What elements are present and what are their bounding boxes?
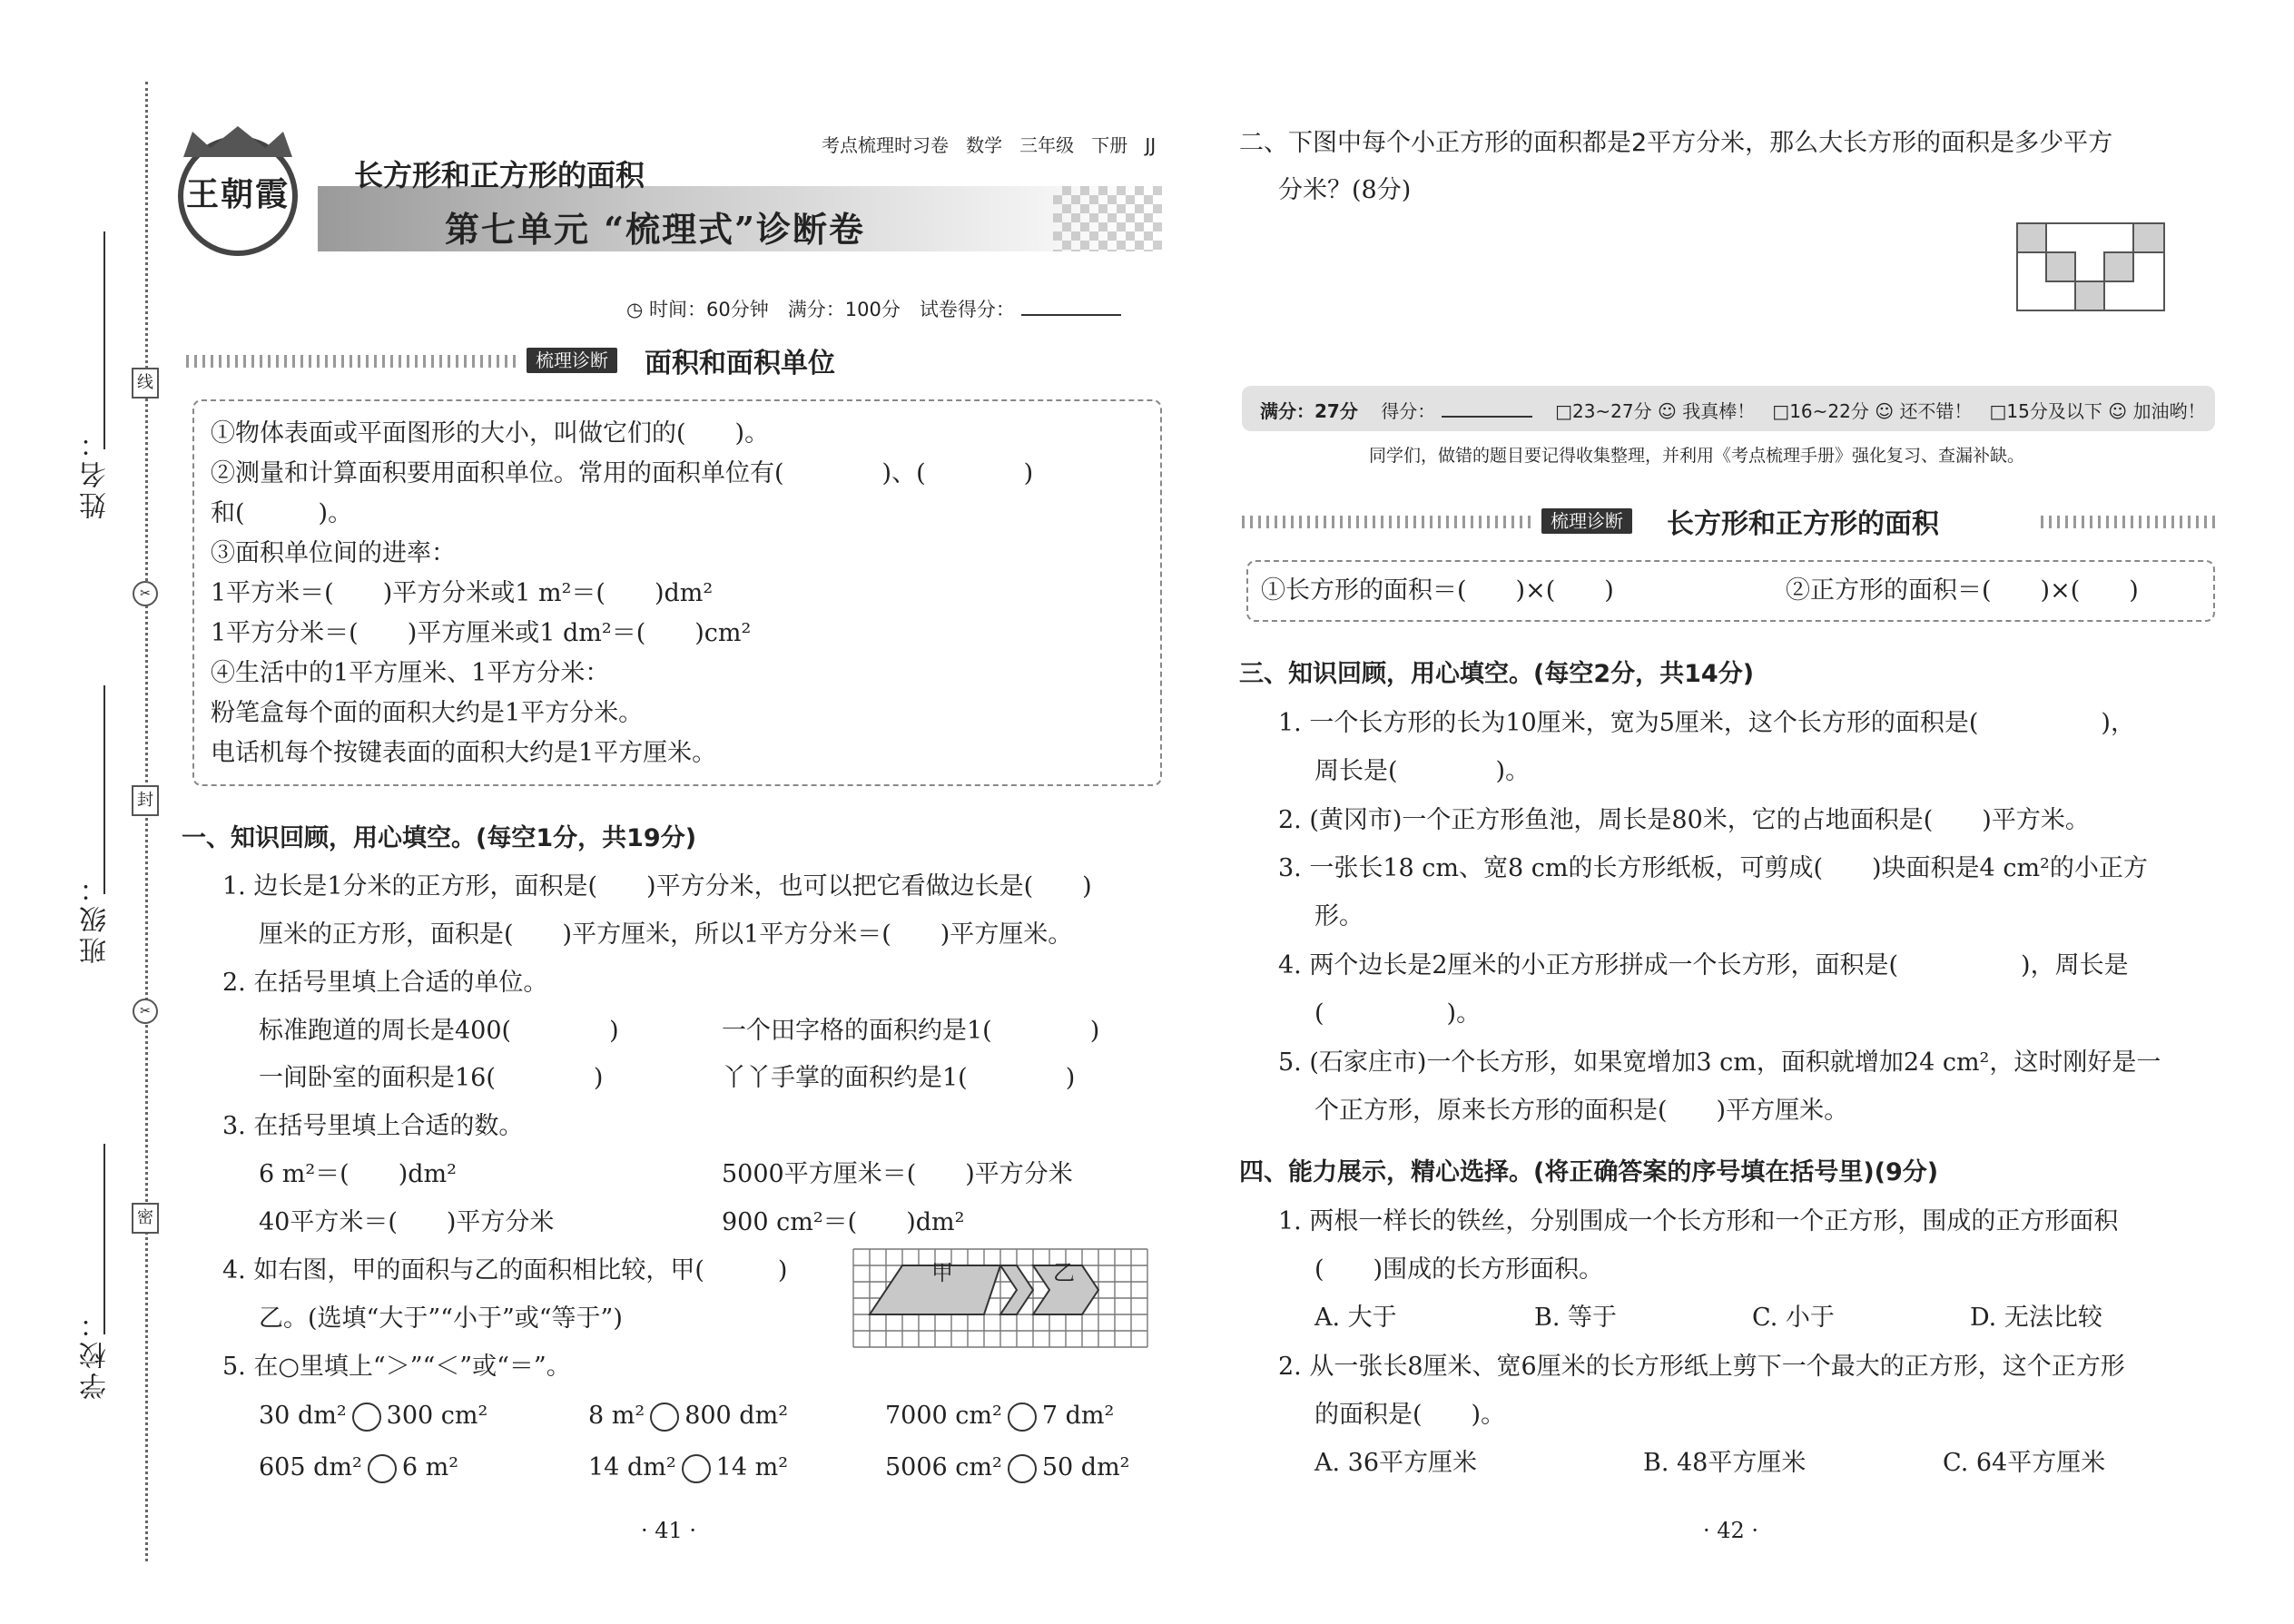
q4-2-line-a: 2. 从一张长8厘米、宽6厘米的长方形纸上剪下一个最大的正方形，这个正方形 [1278, 1353, 2125, 1381]
box-line-8: 粉笔盒每个面的面积大约是1平方分米。 [211, 699, 644, 727]
name-label: 姓名： [80, 427, 112, 519]
q4-2-line-b: 的面积是( )。 [1314, 1401, 1506, 1429]
compare-5: 14 dm² 14 m² [588, 1453, 789, 1481]
binding-dotted-line [145, 82, 148, 1561]
box-line-9: 电话机每个按键表面的面积大约是1平方厘米。 [211, 739, 717, 767]
q1-3a: 6 m²＝( )dm² [259, 1160, 457, 1188]
q1-1-line-a: 1. 边长是1分米的正方形，面积是( )平方分米，也可以把它看做边长是( ) [222, 872, 1092, 901]
q1-2c: 一间卧室的面积是16( ) [259, 1064, 604, 1092]
score-bar [1242, 386, 2215, 431]
shape-arrow [1000, 1265, 1033, 1314]
label-jia: 甲 [931, 1260, 953, 1285]
clock-icon: ◷ [626, 299, 644, 320]
q2-line-a: 二、下图中每个小正方形的面积都是2平方分米，那么大长方形的面积是多少平方 [1239, 129, 2113, 157]
mark-mi: 密 [132, 1203, 159, 1234]
q3-5-line-b: 个正方形，原来长方形的面积是( )平方厘米。 [1314, 1097, 1849, 1125]
compare-3: 7000 cm² 7 dm² [885, 1402, 1115, 1430]
section-tag: 梳理诊断 [527, 348, 617, 373]
header-meta [822, 131, 1156, 157]
q1-2b: 一个田字格的面积约是1( ) [722, 1017, 1100, 1045]
q1-1-line-b: 厘米的正方形，面积是( )平方厘米，所以1平方分米＝( )平方厘米。 [259, 920, 1073, 949]
formula-box [1246, 560, 2215, 622]
grid-figure [852, 1247, 1151, 1356]
topic-title: 长方形和正方形的面积 [354, 158, 645, 192]
box-line-4: ③面积单位间的进率： [211, 539, 456, 567]
q4-1-line-a: 1. 两根一样长的铁丝，分别围成一个长方形和一个正方形，围成的正方形面积 [1278, 1207, 2119, 1235]
q1-3-stem: 3. 在括号里填上合适的数。 [222, 1112, 524, 1140]
smile-icon: ☺ [1658, 400, 1677, 422]
school-field-line[interactable] [103, 1144, 105, 1334]
score-input[interactable] [1442, 416, 1532, 418]
compare-4: 605 dm² 6 m² [259, 1453, 459, 1481]
section-header-rect-area [1242, 508, 2215, 540]
compare-circle[interactable] [1008, 1454, 1037, 1483]
q1-4-line-a: 4. 如右图，甲的面积与乙的面积相比较，甲( ) [222, 1256, 788, 1284]
page-title: 第七单元 “梳理式”诊断卷 [445, 209, 865, 250]
q4-1-option-b[interactable]: B. 等于 [1534, 1304, 1618, 1332]
q1-2d: 丫丫手掌的面积约是1( ) [722, 1064, 1076, 1092]
scissor-icon: ✂ [133, 581, 158, 606]
q3-4-line-a: 4. 两个边长是2厘米的小正方形拼成一个长方形，面积是( )，周长是 [1278, 951, 2129, 979]
q4-2-option-c[interactable]: C. 64平方厘米 [1943, 1449, 2106, 1477]
compare-circle[interactable] [368, 1454, 397, 1483]
name-field-line[interactable] [103, 231, 105, 449]
q2-figure [2015, 221, 2170, 312]
subject-label: 数学 [966, 134, 1003, 156]
q4-1-option-c[interactable]: C. 小于 [1752, 1304, 1835, 1332]
q3-1-line-b: 周长是( )。 [1314, 757, 1531, 785]
q1-2-stem: 2. 在括号里填上合适的单位。 [222, 969, 548, 997]
q3-1-line-a: 1. 一个长方形的长为10厘米，宽为5厘米，这个长方形的面积是( )， [1278, 709, 2135, 737]
score-note: 同学们，做错的题目要记得收集整理，并利用《考点梳理手册》强化复习、查漏补缺。 [1369, 446, 2025, 466]
page-number-right: · 42 · [1703, 1518, 1759, 1543]
knowledge-box [192, 399, 1162, 786]
q4-2-option-a[interactable]: A. 36平方厘米 [1314, 1449, 1478, 1477]
box-line-5: 1平方米＝( )平方分米或1 m²＝( )dm² [211, 579, 714, 607]
compare-6: 5006 cm² 50 dm² [885, 1453, 1130, 1481]
page-number-left: · 41 · [641, 1518, 697, 1543]
q3-5-line-a: 5. (石家庄市)一个长方形，如果宽增加3 cm，面积就增加24 cm²，这时刚好是一 [1278, 1048, 2161, 1077]
q1-3c: 40平方米＝( )平方分米 [259, 1208, 555, 1236]
box-line-3: 和( )。 [211, 499, 353, 527]
score-opt1[interactable]: □23~27分 [1555, 400, 1652, 422]
formula-square: ②正方形的面积＝( )×( ) [1786, 576, 2139, 605]
score-label: 得分： [1381, 400, 1436, 422]
q1-4-line-b: 乙。(选填“大于”“小于”或“等于”) [259, 1304, 623, 1333]
q3-title: 三、知识回顾，用心填空。(每空2分，共14分) [1239, 660, 1755, 688]
compare-2: 8 m² 800 dm² [588, 1402, 789, 1430]
q4-1-option-a[interactable]: A. 大于 [1314, 1304, 1397, 1332]
crown-icon [165, 123, 220, 141]
q1-title: 一、知识回顾，用心填空。(每空1分，共19分) [182, 824, 697, 852]
class-label: 班级： [80, 871, 112, 964]
label-yi: 乙 [1053, 1260, 1075, 1285]
compare-circle[interactable] [682, 1454, 711, 1483]
compare-1: 30 dm² 300 cm² [259, 1402, 488, 1430]
section-tag: 梳理诊断 [1541, 508, 1632, 534]
q1-5-stem: 5. 在○里填上“＞”“＜”或“＝”。 [222, 1353, 571, 1381]
grade-label: 三年级 [1019, 134, 1075, 156]
q4-2-option-b[interactable]: B. 48平方厘米 [1643, 1449, 1807, 1477]
q1-3b: 5000平方厘米＝( )平方分米 [722, 1160, 1073, 1188]
school-label: 学校： [80, 1307, 112, 1400]
score-opt3[interactable]: □15分及以下 [1989, 400, 2102, 422]
q2-line-b: 分米？(8分) [1278, 176, 1412, 204]
box-line-6: 1平方分米＝( )平方厘米或1 dm²＝( )cm² [211, 619, 752, 647]
class-field-line[interactable] [103, 685, 105, 894]
q3-4-line-b: ( )。 [1314, 999, 1482, 1028]
logo-text: 王朝霞 [185, 175, 290, 213]
score-full: 满分：27分 [1260, 400, 1358, 422]
section-title: 长方形和正方形的面积 [1667, 508, 1939, 540]
compare-circle[interactable] [352, 1403, 381, 1432]
score-field[interactable] [1021, 314, 1121, 316]
score-opt2[interactable]: □16~22分 [1772, 400, 1869, 422]
q3-3-line-a: 3. 一张长18 cm、宽8 cm的长方形纸板，可剪成( )块面积是4 cm²的小正方 [1278, 854, 2148, 882]
box-line-1: ①物体表面或平面图形的大小，叫做它们的( )。 [211, 419, 770, 448]
q4-title: 四、能力展示，精心选择。(将正确答案的序号填在括号里)(9分) [1239, 1158, 1939, 1186]
scissor-icon: ✂ [133, 999, 158, 1024]
series-label: 考点梳理时习卷 [822, 134, 949, 156]
compare-circle[interactable] [1008, 1403, 1037, 1432]
box-line-7: ④生活中的1平方厘米、1平方分米： [211, 659, 610, 687]
exam-meta [626, 295, 1121, 322]
q3-3-line-b: 形。 [1314, 902, 1364, 930]
q1-3d: 900 cm²＝( )dm² [722, 1208, 965, 1236]
smile-icon: ☺ [2108, 400, 2128, 422]
mark-xian: 线 [132, 368, 159, 399]
q4-1-line-b: ( )围成的长方形面积。 [1314, 1255, 1604, 1284]
edition-label: JJ [1145, 134, 1157, 156]
formula-rect: ①长方形的面积＝( )×( ) [1261, 576, 1614, 605]
section-header-area-units [186, 348, 1157, 379]
banner-pattern [1053, 186, 1162, 251]
q3-2: 2. (黄冈市)一个正方形鱼池，周长是80米，它的占地面积是( )平方米。 [1278, 806, 2090, 834]
score-row: 满分：27分 得分： □23~27分 ☺ 我真棒！ □16~22分 ☺ 还不错！ □15分及以下 ☺ 加油哟！ [1260, 400, 2206, 422]
compare-circle[interactable] [650, 1403, 679, 1432]
smile-icon: ☺ [1875, 400, 1895, 422]
mark-feng: 封 [132, 785, 159, 816]
section-title: 面积和面积单位 [645, 348, 835, 379]
box-line-2: ②测量和计算面积要用面积单位。常用的面积单位有( )、( ) [211, 459, 1034, 487]
q1-2a: 标准跑道的周长是400( ) [259, 1017, 619, 1045]
q4-1-option-d[interactable]: D. 无法比较 [1970, 1304, 2102, 1332]
volume-label: 下册 [1091, 134, 1128, 156]
exam-meta-text: 时间：60分钟 满分：100分 试卷得分： [649, 299, 1015, 320]
